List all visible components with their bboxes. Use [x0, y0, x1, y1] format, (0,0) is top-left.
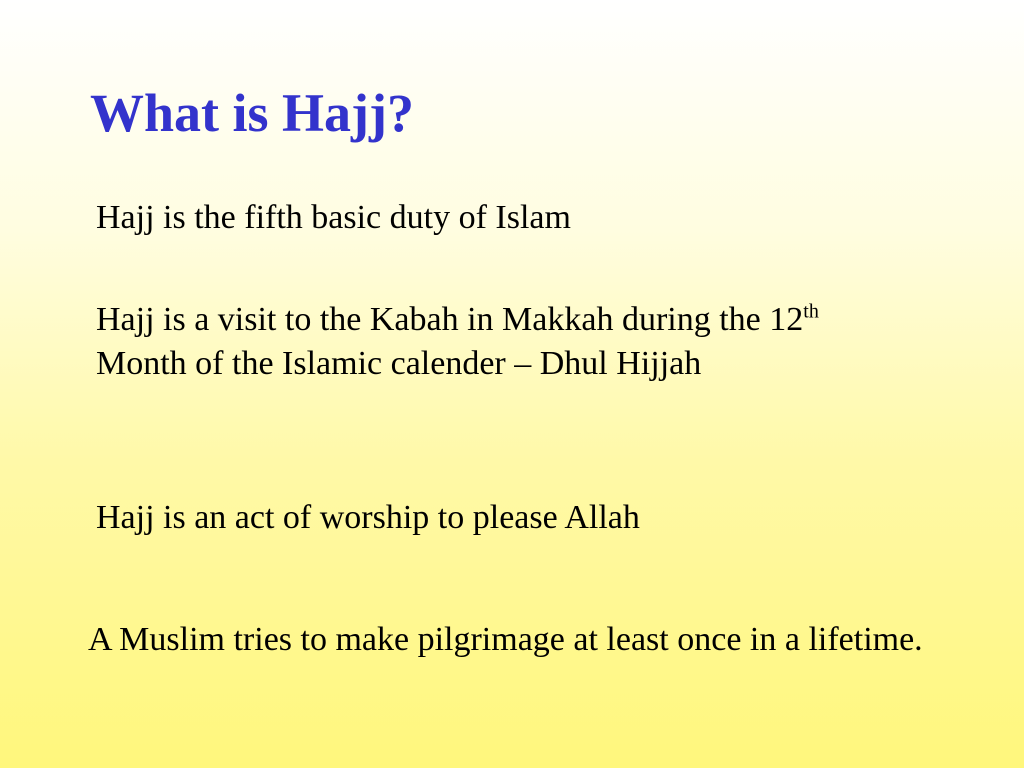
paragraph-fifth-duty: Hajj is the fifth basic duty of Islam: [96, 199, 571, 236]
ordinal-suffix: th: [803, 300, 819, 323]
paragraph-visit-kabah: [96, 298, 916, 386]
paragraph-act-of-worship: Hajj is an act of worship to please Allah: [96, 499, 640, 536]
paragraph-visit-kabah-part2: Month of the Islamic calender – Dhul Hijjah: [96, 345, 702, 382]
paragraph-pilgrimage-once: A Muslim tries to make pilgrimage at least once in a lifetime.: [88, 621, 923, 658]
paragraph-visit-kabah-part1: Hajj is a visit to the Kabah in Makkah during the 12: [96, 301, 804, 338]
slide-title: What is Hajj?: [90, 83, 414, 143]
